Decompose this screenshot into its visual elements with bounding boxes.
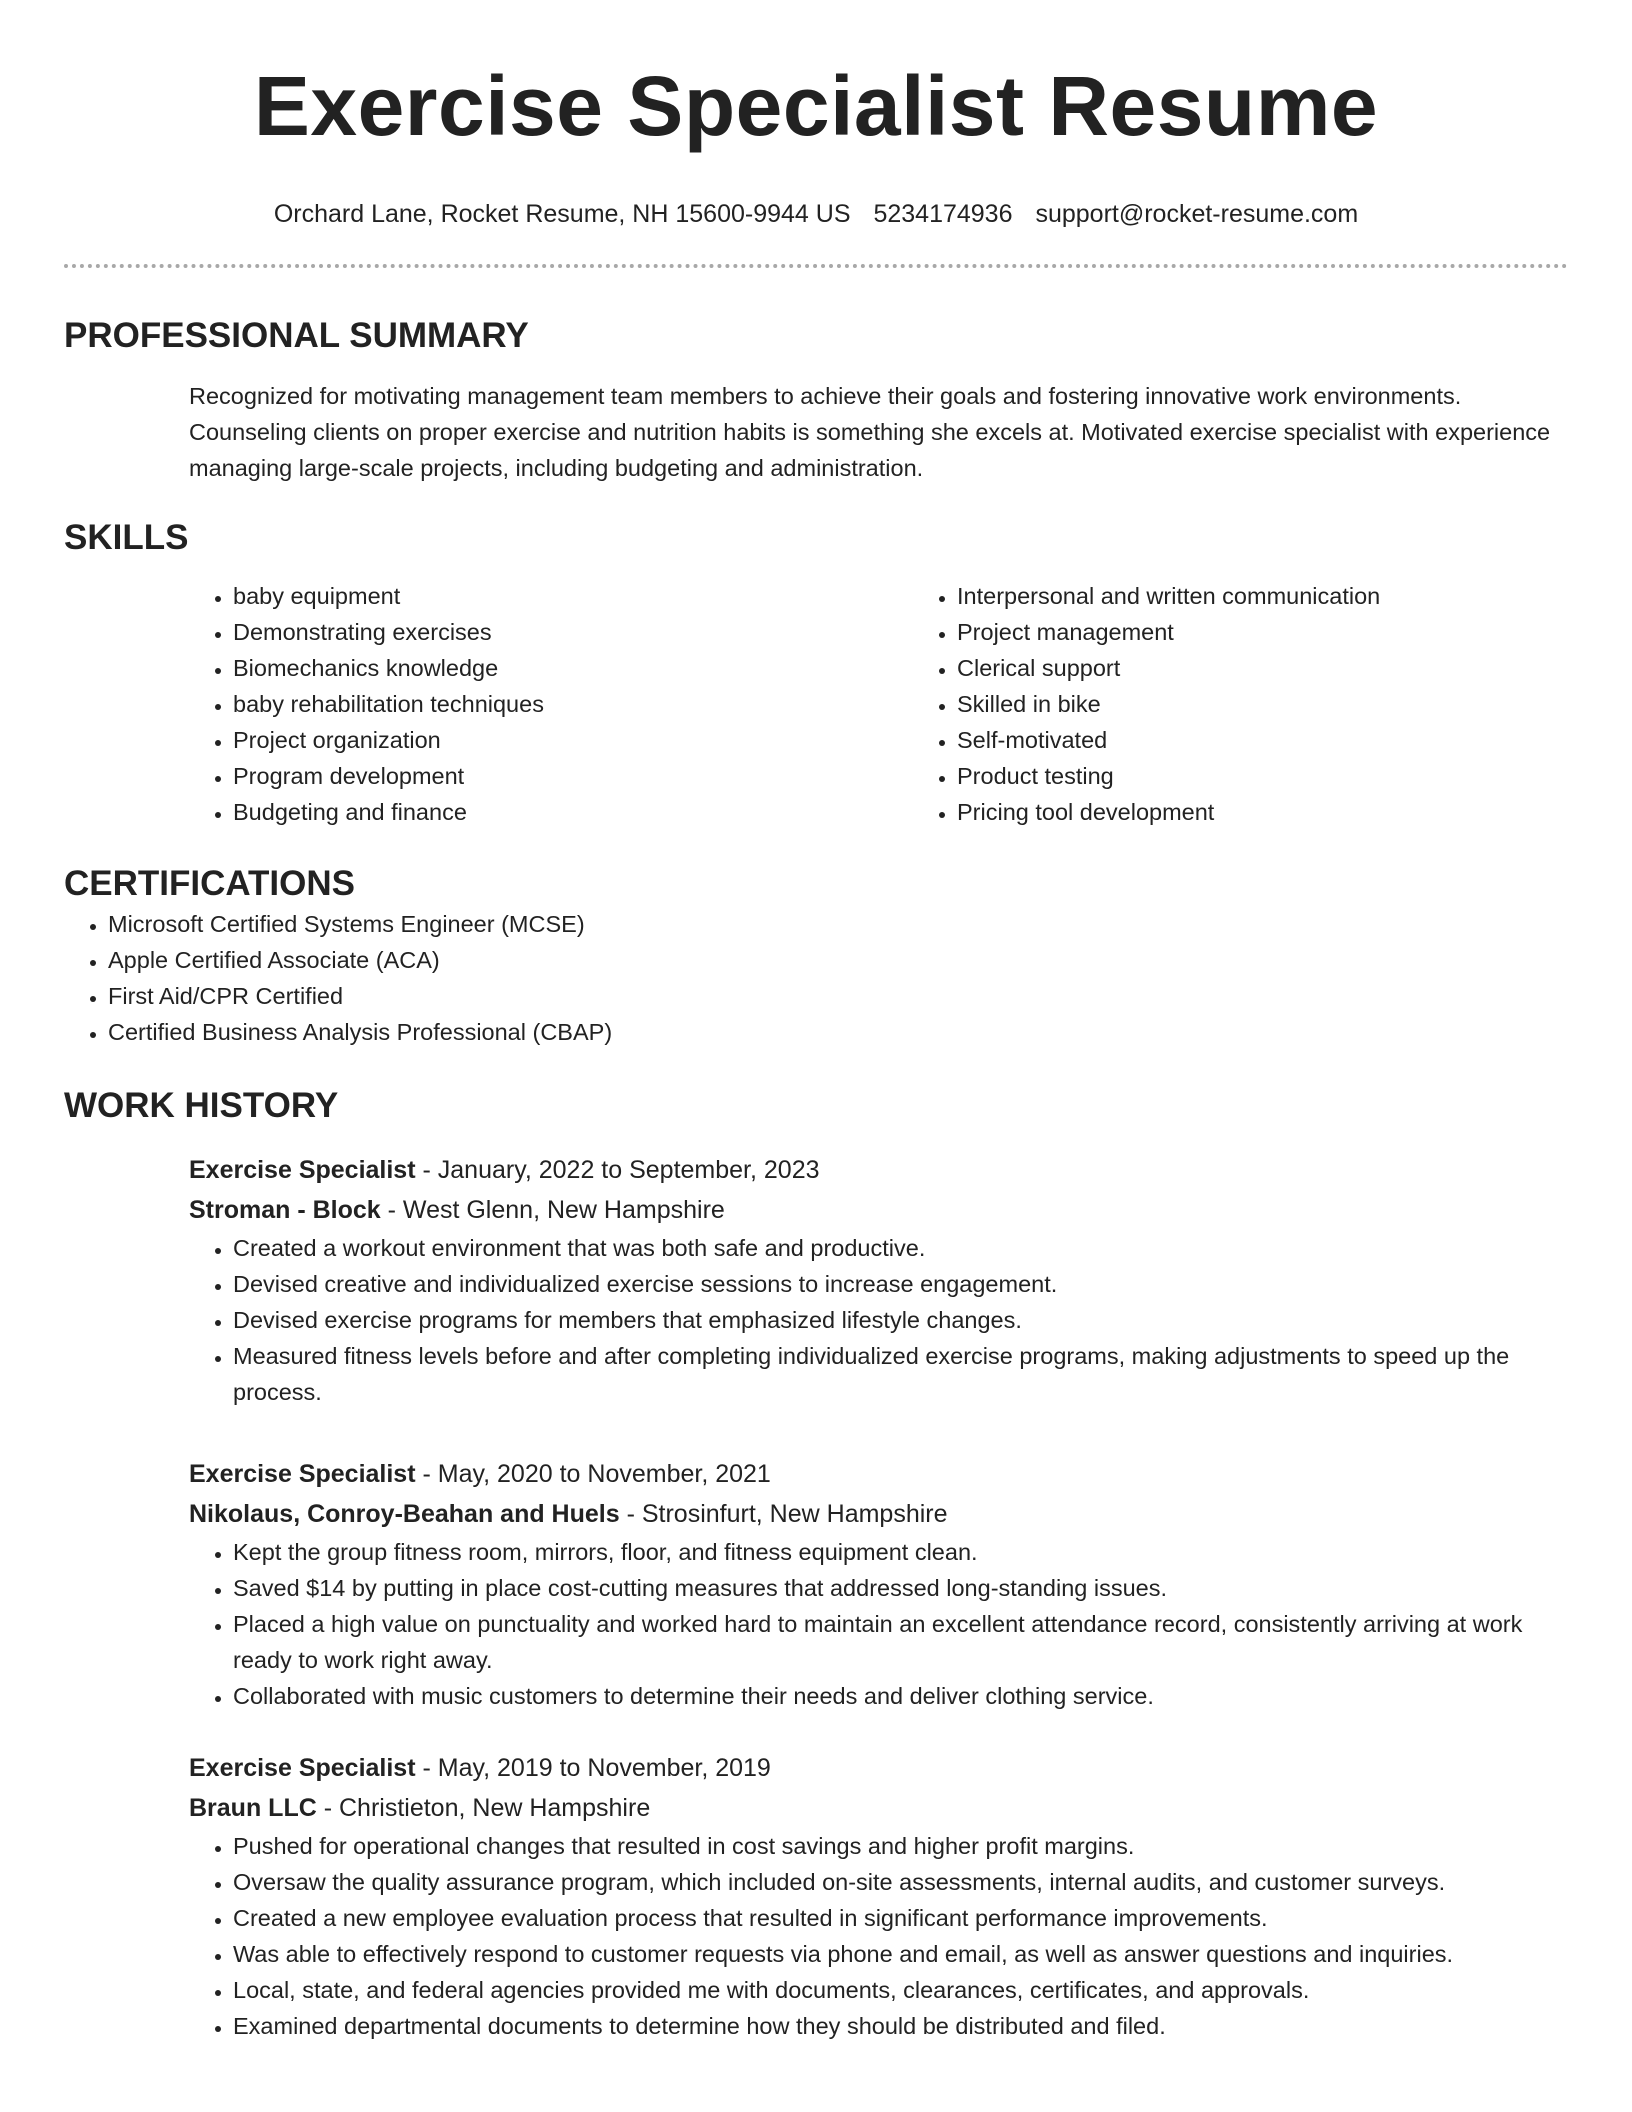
certification-item: • Apple Certified Associate (ACA)	[108, 942, 1568, 978]
skill-item: • Interpersonal and written communication	[957, 578, 1568, 614]
job-location: - West Glenn, New Hampshire	[380, 1196, 725, 1224]
job-entry	[189, 1748, 1568, 2044]
job-title: Exercise Specialist	[189, 1460, 416, 1488]
job-location: - Strosinfurt, New Hampshire	[619, 1500, 948, 1528]
job-bullets	[189, 1828, 1568, 2044]
work-history-heading: WORK HISTORY	[64, 1086, 339, 1125]
summary-heading: PROFESSIONAL SUMMARY	[64, 316, 529, 355]
job-company: Braun LLC	[189, 1794, 317, 1822]
skill-item: • Budgeting and finance	[233, 794, 913, 830]
job-bullet: • Collaborated with music customers to determine their needs and deliver clothing service.	[233, 1678, 1568, 1714]
job-bullet: • Pushed for operational changes that resulted in cost savings and higher profit margins.	[233, 1828, 1568, 1864]
skill-item: • baby equipment	[233, 578, 913, 614]
page-title: Exercise Specialist Resume	[253, 59, 1379, 153]
certifications-heading: CERTIFICATIONS	[64, 864, 356, 903]
job-bullets	[189, 1534, 1568, 1714]
job-company-line	[189, 1494, 1568, 1534]
skill-item: • Product testing	[957, 758, 1568, 794]
job-title: Exercise Specialist	[189, 1754, 416, 1782]
skills-heading: SKILLS	[64, 518, 189, 557]
job-bullet: • Saved $14 by putting in place cost-cutting measures that addressed long-standing issues.	[233, 1570, 1568, 1606]
skill-item: • Skilled in bike	[957, 686, 1568, 722]
skill-item: • Clerical support	[957, 650, 1568, 686]
skill-item: • Biomechanics knowledge	[233, 650, 913, 686]
job-dates: - May, 2020 to November, 2021	[415, 1460, 771, 1488]
job-location: - Christieton, New Hampshire	[316, 1794, 651, 1822]
job-dates: - January, 2022 to September, 2023	[415, 1156, 820, 1184]
skills-grid	[189, 578, 1568, 830]
skills-list-right	[913, 578, 1568, 830]
job-bullet: • Oversaw the quality assurance program, which included on-site assessments, internal audits, and customer surveys.	[233, 1864, 1568, 1900]
skills-list-left	[189, 578, 913, 830]
phone: 5234174936	[873, 200, 1013, 228]
job-bullets	[189, 1230, 1568, 1410]
job-company-line	[189, 1788, 1568, 1828]
job-dates: - May, 2019 to November, 2019	[415, 1754, 771, 1782]
certifications-list	[64, 906, 1568, 1050]
job-bullet: • Devised exercise programs for members that emphasized lifestyle changes.	[233, 1302, 1568, 1338]
job-company: Stroman - Block	[189, 1196, 381, 1224]
job-title: Exercise Specialist	[189, 1156, 416, 1184]
skill-item: • Pricing tool development	[957, 794, 1568, 830]
job-bullet: • Local, state, and federal agencies provided me with documents, clearances, certificates, and approvals.	[233, 1972, 1568, 2008]
job-bullet: • Placed a high value on punctuality and worked hard to maintain an excellent attendance record, consistently arriving at work ready to work right away.	[233, 1606, 1568, 1678]
job-title-line	[189, 1454, 1568, 1494]
skill-item: • baby rehabilitation techniques	[233, 686, 913, 722]
skill-item: • Program development	[233, 758, 913, 794]
skill-item: • Project organization	[233, 722, 913, 758]
address: Orchard Lane, Rocket Resume, NH 15600-9944 US	[273, 200, 851, 228]
job-entry	[189, 1454, 1568, 1714]
job-bullet: • Examined departmental documents to determine how they should be distributed and filed.	[233, 2008, 1568, 2044]
job-title-line	[189, 1748, 1568, 1788]
job-title-line	[189, 1150, 1568, 1190]
job-bullet: • Created a workout environment that was both safe and productive.	[233, 1230, 1568, 1266]
job-bullet: • Devised creative and individualized exercise sessions to increase engagement.	[233, 1266, 1568, 1302]
certification-item: • First Aid/CPR Certified	[108, 978, 1568, 1014]
skill-item: • Self-motivated	[957, 722, 1568, 758]
job-bullet: • Created a new employee evaluation process that resulted in significant performance improvements.	[233, 1900, 1568, 1936]
job-company-line	[189, 1190, 1568, 1230]
job-bullet: • Kept the group fitness room, mirrors, floor, and fitness equipment clean.	[233, 1534, 1568, 1570]
certification-item: • Microsoft Certified Systems Engineer (MCSE)	[108, 906, 1568, 942]
summary-text: Recognized for motivating management team members to achieve their goals and fostering innovative work environments. Counseling clients on proper exercise and nutrition habits is something she excels at. Motivated exercise specialist with experience managing large-scale projects, including budgeting and administration.	[189, 383, 1551, 481]
header-divider	[64, 264, 1568, 268]
contact-line	[64, 198, 1568, 230]
job-entry	[189, 1150, 1568, 1410]
job-bullet: • Was able to effectively respond to customer requests via phone and email, as well as answer questions and inquiries.	[233, 1936, 1568, 1972]
job-bullet: • Measured fitness levels before and after completing individualized exercise programs, making adjustments to speed up the process.	[233, 1338, 1568, 1410]
job-company: Nikolaus, Conroy-Beahan and Huels	[189, 1500, 620, 1528]
skill-item: • Demonstrating exercises	[233, 614, 913, 650]
certification-item: • Certified Business Analysis Professional (CBAP)	[108, 1014, 1568, 1050]
skill-item: • Project management	[957, 614, 1568, 650]
email: support@rocket-resume.com	[1035, 200, 1359, 228]
